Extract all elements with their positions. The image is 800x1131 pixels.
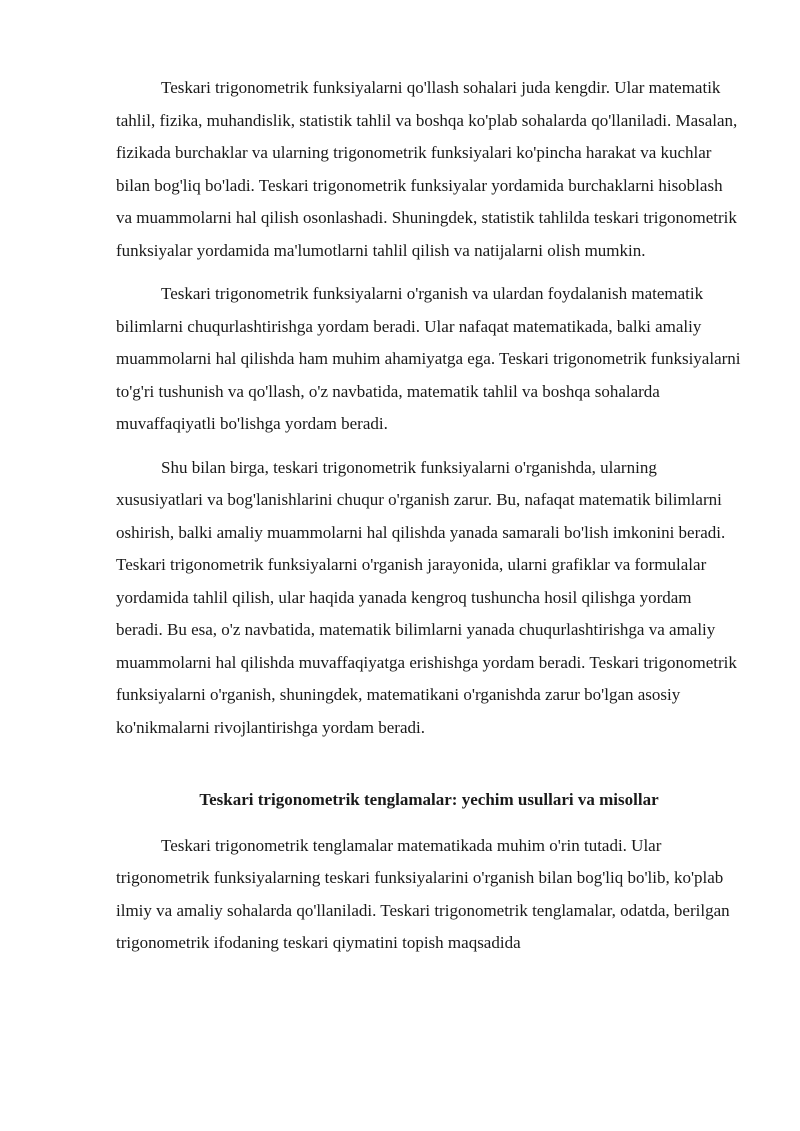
section-heading: Teskari trigonometrik tenglamalar: yechim usullari va misollar [199, 790, 659, 809]
paragraph-applications: Teskari trigonometrik funksiyalarni qo'llash sohalari juda kengdir. Ular matematik tahlil, fizika, muhandislik, statistik tahlil va boshqa ko'plab sohalarda qo'llaniladi. Masalan, fizikada burchaklar va ularning trigonometrik funksiyalari ko'pincha harakat va kuchlar bilan bog'liq bo'ladi. Teskari trigonometrik funksiyalar yordamida burchaklarni hisoblash va muammolarni hal qilish osonlashadi. Shuningdek, statistik tahlilda teskari trigonometrik funksiyalar yordamida ma'lumotlarni tahlil qilish va natijalarni olish mumkin. [116, 78, 738, 260]
paragraph-learning-benefits: Teskari trigonometrik funksiyalarni o'rganish va ulardan foydalanish matematik bilimlarni chuqurlashtirishga yordam beradi. Ular nafaqat matematikada, balki amaliy muammolarni hal qilishda ham muhim ahamiyatga ega. Teskari trigonometrik funksiyalarni to'g'ri tushunish va qo'llash, o'z navbatida, matematik tahlil va boshqa sohalarda muvaffaqiyatli bo'lishga yordam beradi. [116, 284, 741, 433]
paragraph-properties-study: Shu bilan birga, teskari trigonometrik funksiyalarni o'rganishda, ularning xususiyatlari va bog'lanishlarini chuqur o'rganish zarur. Bu, nafaqat matematik bilimlarni oshirish, balki amaliy muammolarni hal qilishda yanada samarali bo'lish imkonini beradi. Teskari trigonometrik funksiyalarni o'rganish jarayonida, ularni grafiklar va formulalar yordamida tahlil qilish, ular haqida yanada kengroq tushuncha hosil qilishga yordam beradi. Bu esa, o'z navbatida, matematik bilimlarni yanada chuqurlashtirishga va amaliy muammolarni hal qilishda muvaffaqiyatga erishishga yordam beradi. Teskari trigonometrik funksiyalarni o'rganish, shuningdek, matematikani o'rganishda zarur bo'lgan asosiy ko'nikmalarni rivojlantirishga yordam beradi. [116, 457, 737, 737]
paragraph-equations-intro: Teskari trigonometrik tenglamalar matematikada muhim o'rin tutadi. Ular trigonometrik funksiyalarning teskari funksiyalarini o'rganish bilan bog'liq bo'lib, ko'plab ilmiy va amaliy sohalarda qo'llaniladi. Teskari trigonometrik tenglamalar, odatda, berilgan trigonometrik ifodaning teskari qiymatini topish maqsadida [116, 835, 730, 952]
